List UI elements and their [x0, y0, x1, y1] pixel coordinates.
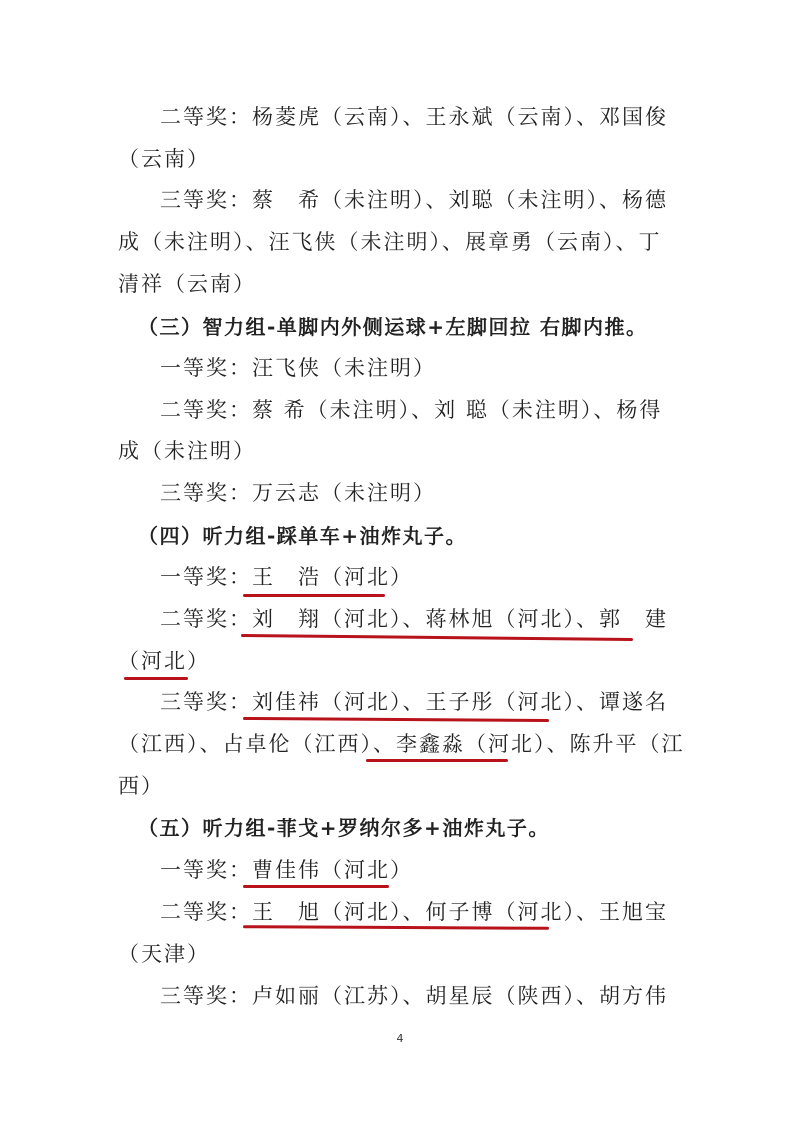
- award-first-prize-line: 一等奖：曹佳伟（河北）: [160, 858, 413, 882]
- section-heading-3: （三）智力组-单脚内外侧运球+左脚回拉 右脚内推。: [138, 315, 648, 339]
- award-continuation-line: 成（未注明）、汪飞侠（未注明）、展章勇（云南）、丁: [118, 230, 662, 254]
- award-third-prize-line: 三等奖：万云志（未注明）: [160, 481, 436, 505]
- award-continuation-line: （江西）、占卓伦（江西）、李鑫淼（河北）、陈升平（江: [118, 732, 685, 756]
- award-second-prize-line: 二等奖：蔡 希（未注明）、刘 聪（未注明）、杨得: [160, 398, 663, 422]
- award-first-prize-line: 一等奖：汪飞侠（未注明）: [160, 356, 436, 380]
- red-underline: [124, 677, 188, 680]
- award-continuation-line: 清祥（云南）: [118, 272, 256, 296]
- award-third-prize-line: 三等奖：蔡 希（未注明）、刘聪（未注明）、杨德: [160, 188, 668, 212]
- award-continuation-line: （河北）: [118, 649, 210, 673]
- red-underline: [243, 717, 549, 722]
- award-second-prize-line: 二等奖：刘 翔（河北）、蒋林旭（河北）、郭 建: [160, 607, 668, 631]
- award-first-prize-line: 一等奖：王 浩（河北）: [160, 565, 413, 589]
- red-underline: [241, 634, 633, 641]
- section-heading-4: （四）听力组-踩单车+油炸丸子。: [138, 524, 468, 548]
- award-continuation-line: （云南）: [118, 147, 210, 171]
- page-number: 4: [396, 1032, 404, 1045]
- award-second-prize-line: 二等奖：王 旭（河北）、何子博（河北）、王旭宝: [160, 900, 668, 924]
- red-underline: [366, 759, 508, 762]
- award-third-prize-line: 三等奖：刘佳祎（河北）、王子彤（河北）、谭遂名: [160, 690, 668, 714]
- section-heading-5: （五）听力组-菲戈+罗纳尔多+油炸丸子。: [138, 816, 550, 840]
- red-underline: [243, 594, 385, 597]
- award-continuation-line: （天津）: [118, 942, 210, 966]
- red-underline: [243, 925, 549, 930]
- award-continuation-line: 西）: [118, 774, 164, 798]
- award-third-prize-line: 三等奖：卢如丽（江苏）、胡星辰（陕西）、胡方伟: [160, 984, 668, 1008]
- award-continuation-line: 成（未注明）: [118, 439, 256, 463]
- award-second-prize-line: 二等奖：杨菱虎（云南）、王永斌（云南）、邓国俊: [160, 105, 668, 129]
- red-underline: [243, 885, 389, 888]
